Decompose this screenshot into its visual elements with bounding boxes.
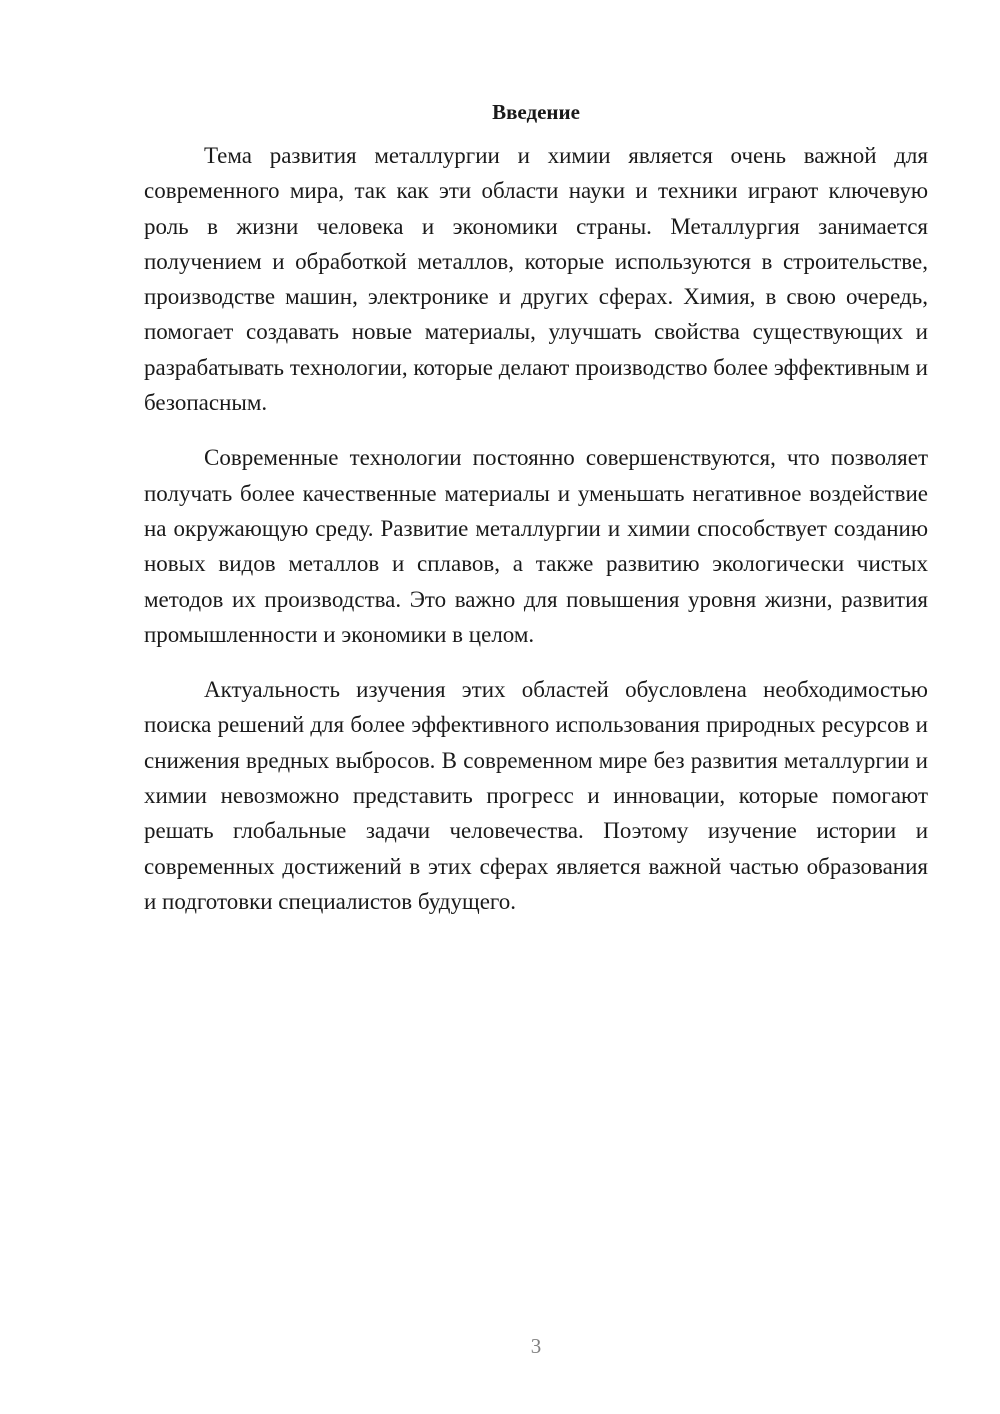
document-body	[144, 96, 928, 939]
paragraph-1: Тема развития металлургии и химии является очень важной для современного мира, так как эти области науки и техники играют ключевую роль в жизни человека и экономики страны. Металлургия занимается получением и обработкой металлов, которые используются в строительстве, производстве машин, электронике и других сферах. Химия, в свою очередь, помогает создавать новые материалы, улучшать свойства существующих и разрабатывать технологии, которые делают производство более эффективным и безопасным.	[144, 143, 928, 416]
section-heading: Введение	[492, 100, 580, 124]
paragraph-2: Современные технологии постоянно совершенствуются, что позволяет получать более качественные материалы и уменьшать негативное воздействие на окружающую среду. Развитие металлургии и химии способствует созданию новых видов металлов и сплавов, а также развитию экологически чистых методов их производства. Это важно для повышения уровня жизни, развития промышленности и экономики в целом.	[144, 445, 928, 647]
page-number: 3	[530, 1334, 542, 1358]
paragraph-3: Актуальность изучения этих областей обусловлена необходимостью поиска решений для более эффективного использования природных ресурсов и снижения вредных выбросов. В современном мире без развития металлургии и химии невозможно представить прогресс и инновации, которые помогают решать глобальные задачи человечества. Поэтому изучение истории и современных достижений в этих сферах является важной частью образования и подготовки специалистов будущего.	[144, 677, 928, 914]
